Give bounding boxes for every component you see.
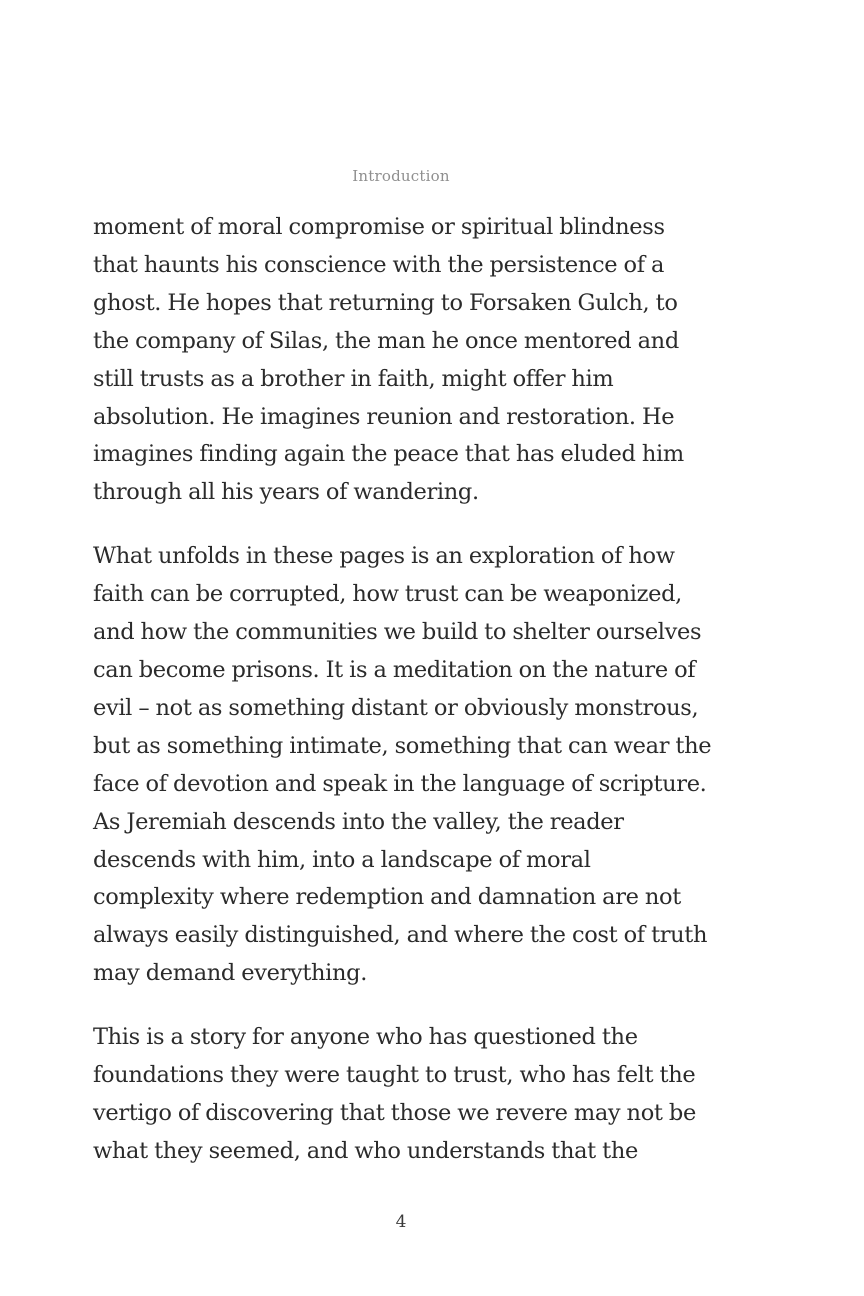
text-line: absolution. He imagines reunion and restoration. He <box>93 403 675 430</box>
text-line: descends with him, into a landscape of moral <box>93 846 591 873</box>
text-line: evil – not as something distant or obviously monstrous, <box>93 694 699 721</box>
text-line: but as something intimate, something that can wear the <box>93 732 712 759</box>
text-line: the company of Silas, the man he once mentored and <box>93 327 679 354</box>
text-line: that haunts his conscience with the persistence of a <box>93 251 665 278</box>
text-line: What unfolds in these pages is an exploration of how <box>93 543 675 570</box>
text-line: may demand everything. <box>93 960 368 987</box>
text-line: still trusts as a brother in faith, might offer him <box>93 365 614 392</box>
text-line: vertigo of discovering that those we revere may not be <box>93 1099 696 1126</box>
text-line: and how the communities we build to shelter ourselves <box>93 619 702 646</box>
running-header: Introduction <box>352 167 450 185</box>
text-line: ghost. He hopes that returning to Forsaken Gulch, to <box>93 289 678 316</box>
text-line: can become prisons. It is a meditation on the nature of <box>93 656 696 683</box>
page-number: 4 <box>395 1212 407 1232</box>
text-line: foundations they were taught to trust, who has felt the <box>93 1062 696 1089</box>
text-line: This is a story for anyone who has questioned the <box>93 1024 638 1051</box>
text-line: moment of moral compromise or spiritual blindness <box>93 214 665 240</box>
body-text <box>93 209 733 1197</box>
text-line: what they seemed, and who understands that the <box>93 1137 638 1164</box>
text-line: face of devotion and speak in the language of scripture. <box>93 770 707 797</box>
text-line: through all his years of wandering. <box>93 479 479 506</box>
text-line: complexity where redemption and damnation are not <box>93 884 681 911</box>
text-line: always easily distinguished, and where the cost of truth <box>93 922 708 949</box>
text-line: imagines finding again the peace that has eluded him <box>93 441 684 468</box>
paragraph <box>93 538 733 993</box>
paragraph <box>93 209 733 512</box>
text-line: faith can be corrupted, how trust can be weaponized, <box>93 581 682 608</box>
paragraph <box>93 1019 733 1171</box>
text-line: As Jeremiah descends into the valley, the reader <box>93 808 624 835</box>
